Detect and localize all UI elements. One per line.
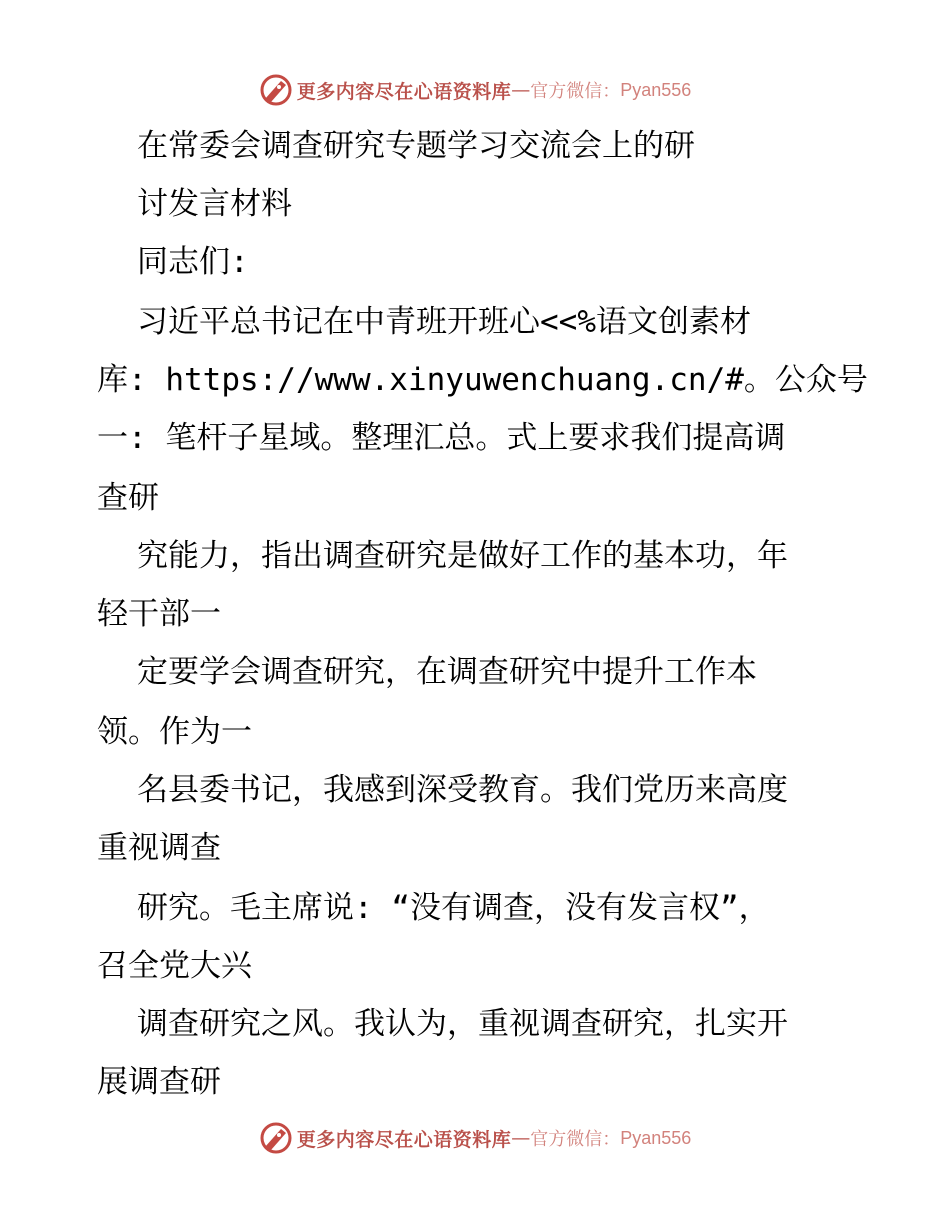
banner-separator: —	[511, 79, 531, 101]
paragraph-line: 领。作为一	[97, 714, 252, 750]
banner-contact-id: Pyan556	[620, 79, 692, 100]
paragraph-line: 习近平总书记在中青班开班心<<%语文创素材	[137, 304, 751, 340]
banner-contact-id: Pyan556	[620, 1127, 692, 1148]
paragraph-line: 库: https://www.xinyuwenchuang.cn/#。公众号	[97, 362, 868, 398]
paragraph-line: 展调查研	[97, 1064, 221, 1100]
salutation: 同志们:	[137, 244, 249, 280]
paragraph-line: 一: 笔杆子星域。整理汇总。式上要求我们提高调	[97, 420, 786, 456]
paragraph-line: 究能力，指出调查研究是做好工作的基本功，年	[137, 538, 788, 574]
banner-brand-text: 更多内容尽在心语资料库	[296, 80, 512, 103]
banner-brand-text: 更多内容尽在心语资料库	[296, 1128, 512, 1151]
paragraph-line: 轻干部一	[97, 596, 221, 632]
header-watermark-banner	[0, 70, 950, 110]
title-line-1: 在常委会调查研究专题学习交流会上的研	[137, 128, 695, 164]
pen-nib-logo-icon	[259, 1121, 293, 1155]
footer-watermark-banner	[0, 1118, 950, 1158]
paragraph-line: 名县委书记，我感到深受教育。我们党历来高度	[137, 772, 788, 808]
paragraph-line: 查研	[97, 480, 159, 516]
pen-nib-logo-icon	[259, 73, 293, 107]
banner-contact-label: 官方微信：	[530, 81, 621, 102]
banner-contact-label: 官方微信：	[530, 1129, 621, 1150]
paragraph-line: 召全党大兴	[97, 948, 252, 984]
paragraph-line: 重视调查	[97, 830, 221, 866]
banner-separator: —	[511, 1127, 531, 1149]
paragraph-line: 研究。毛主席说: “没有调查，没有发言权”，	[137, 890, 770, 926]
paragraph-line: 定要学会调查研究，在调查研究中提升工作本	[137, 654, 757, 690]
title-line-2: 讨发言材料	[137, 186, 292, 222]
paragraph-line: 调查研究之风。我认为，重视调查研究，扎实开	[137, 1006, 788, 1042]
